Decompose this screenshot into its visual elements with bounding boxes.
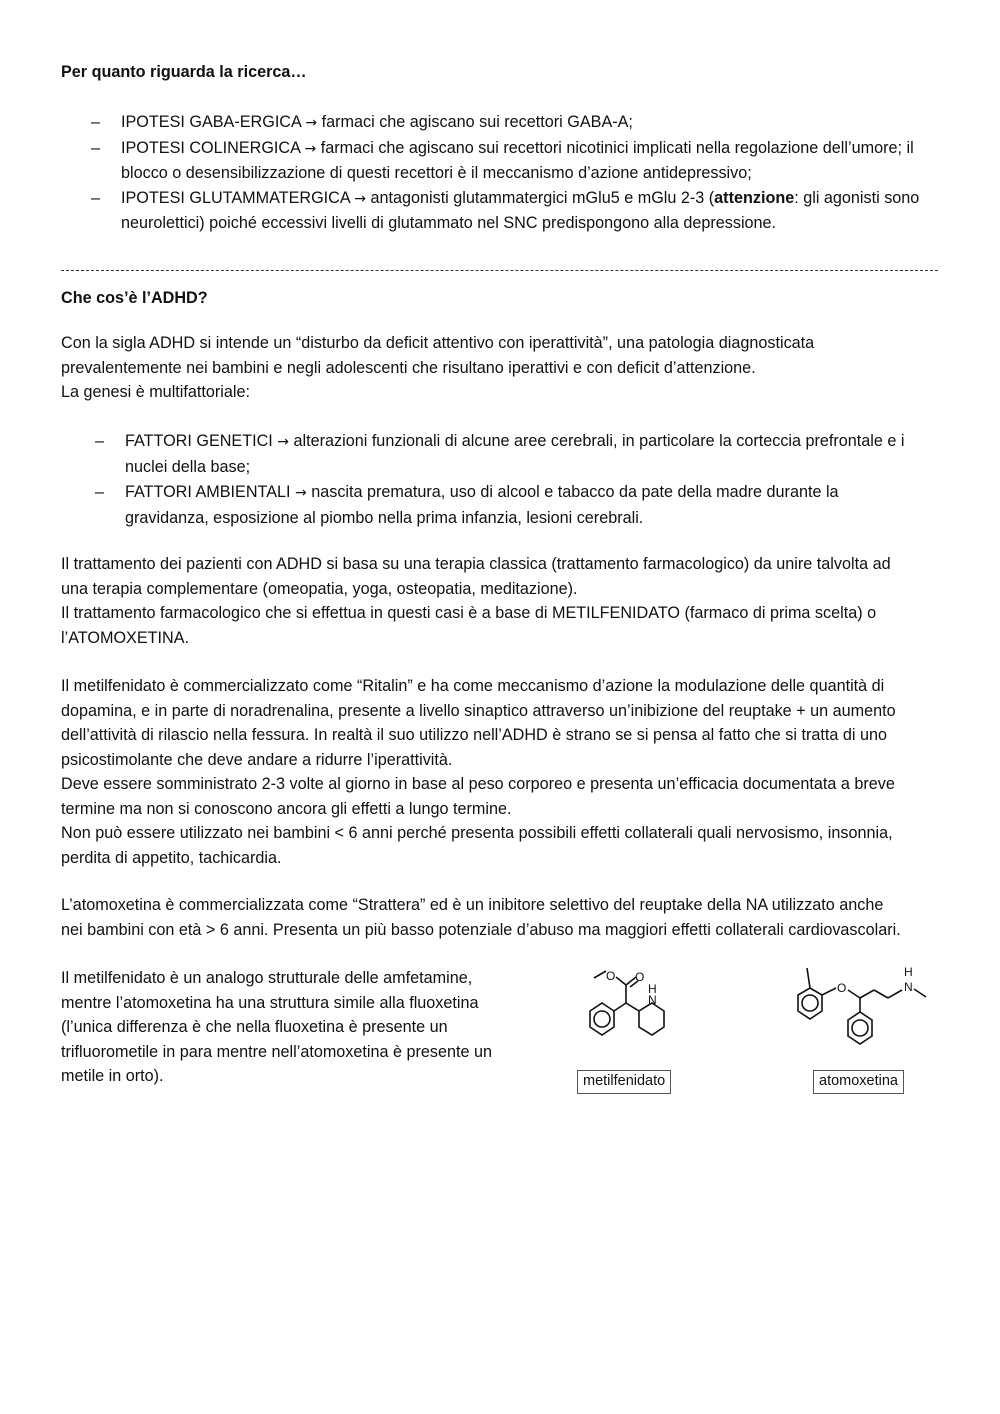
oxygen-label: O xyxy=(837,981,847,995)
list-item: – FATTORI GENETICI → alterazioni funzionali di alcune aree cerebrali, in particolare la corteccia prefrontale e i nuclei della base; xyxy=(125,429,941,479)
atomoxetine-structure xyxy=(788,962,948,1058)
oxygen-label: O xyxy=(606,969,616,983)
atomoxetine-paragraph: L’atomoxetina è commercializzata come “Strattera” ed è un inibitore selettivo del reuptake della NA utilizzato anche nei bambini con età > 6 anni. Presenta un più basso potenziale d’abuso ma maggiori effetti collaterali cardiovascolari. xyxy=(61,896,901,939)
hydrogen-label: H xyxy=(648,982,657,996)
dash-bullet: – xyxy=(91,138,101,157)
methylphenidate-caption: metilfenidato xyxy=(577,1070,671,1094)
structure-paragraph: Il metilfenidato è un analogo strutturale delle amfetamine, mentre l’atomoxetina ha una struttura simile alla fluoxetina (l’unica differenza è che nella fluoxetina è presente un trifluorometile in para mentre nell’atomoxetina è presente un metile in orto). xyxy=(61,969,493,1085)
methylphenidate-paragraph: Il metilfenidato è commercializzato come “Ritalin” e ha come meccanismo d’azione la modulazione delle quantità di dopamina, e in parte di noradrenalina, presente a livello sinaptico attraverso un’inibizione del reuptake + un aumento dell’attività di rilascio nella fessura. In realtà il suo utilizzo nell’ADHD è strano se si pensa al fatto che si tratta di uno psicostimolante che deve andare a ridurre l’iperattività. Deve essere somministrato 2-3 volte al giorno in base al peso corporeo e presenta un’efficacia documentata a breve termine ma non si conoscono ancora gli effetti a lungo termine. Non può essere utilizzato nei bambini < 6 anni perché presenta possibili effetti collaterali quali nervosismo, insonnia, perdita di appetito, tachicardia. xyxy=(61,677,896,867)
treatment-paragraph: Il trattamento dei pazienti con ADHD si basa su una terapia classica (trattamento farmacologico) da unire talvolta ad una terapia complementare (omeopatia, yoga, osteopatia, meditazione). Il trattamento farmacologico che si effettua in questi casi è a base di METILFENIDATO (farmaco di prima scelta) o l’ATOMOXETINA. xyxy=(61,555,891,647)
hypotheses-list xyxy=(91,110,941,236)
adhd-heading: Che cos’è l’ADHD? xyxy=(61,289,208,307)
arrow-icon: → xyxy=(354,190,366,207)
arrow-icon: → xyxy=(277,434,290,450)
dash-bullet: – xyxy=(91,188,101,207)
factors-list xyxy=(95,429,941,530)
list-item: – IPOTESI GABA-ERGICA → farmaci che agiscano sui recettori GABA-A; xyxy=(121,110,941,136)
dash-bullet: – xyxy=(91,113,101,131)
list-item: – FATTORI AMBIENTALI → nascita prematura, uso di alcool e tabacco da pate della madre durante la gravidanza, esposizione al piombo nella prima infanzia, lesioni cerebrali. xyxy=(125,480,941,530)
arrow-icon: → xyxy=(305,115,318,131)
atomoxetine-caption: atomoxetina xyxy=(813,1070,904,1094)
research-heading: Per quanto riguarda la ricerca… xyxy=(61,63,307,81)
methylphenidate-structure xyxy=(560,965,700,1057)
dash-bullet: – xyxy=(95,432,105,450)
dashed-divider xyxy=(61,270,938,271)
intro-paragraph: Con la sigla ADHD si intende un “disturbo da deficit attentivo con iperattività”, una patologia diagnosticata prevalentemente nei bambini e negli adolescenti che risultano iperattivi e con deficit d’attenzione. La genesi è multifattoriale: xyxy=(61,334,815,401)
oxygen-label: O xyxy=(635,970,645,984)
nitrogen-label: N xyxy=(904,980,913,994)
hydrogen-label: H xyxy=(904,965,913,979)
nitrogen-label: N xyxy=(648,993,657,1007)
list-item: – IPOTESI GLUTAMMATERGICA → antagonisti glutammatergici mGlu5 e mGlu 2-3 (attenzione: gli agonisti sono neurolettici) poiché eccessivi livelli di glutammato nel SNC predispongono alla depressione. xyxy=(121,186,941,236)
list-item: – IPOTESI COLINERGICA → farmaci che agiscano sui recettori nicotinici implicati nella regolazione dell’umore; il blocco o desensibilizzazione di questi recettori è il meccanismo d’azione antidepressivo; xyxy=(121,136,941,186)
dash-bullet: – xyxy=(95,483,105,501)
arrow-icon: → xyxy=(304,140,317,157)
arrow-icon: → xyxy=(295,485,307,501)
